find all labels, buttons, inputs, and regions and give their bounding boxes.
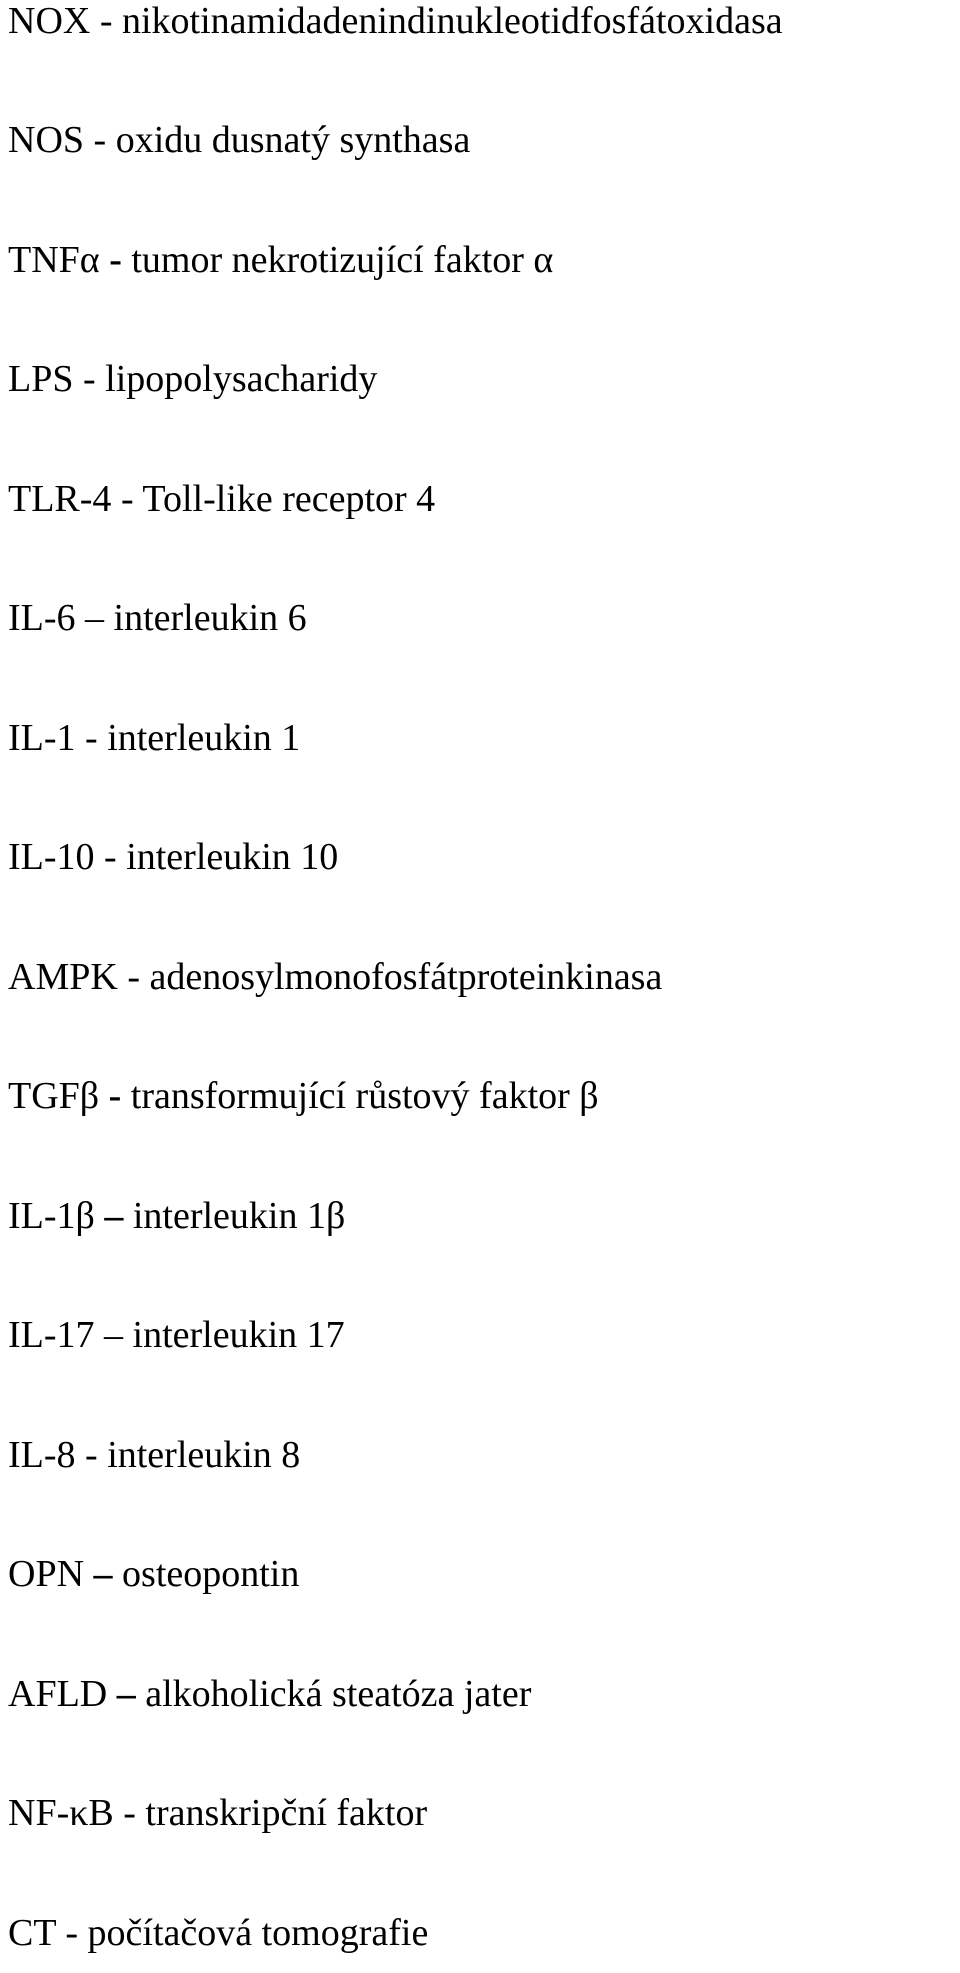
- abbreviation-entry: [8, 1664, 531, 1724]
- definition: interleukin 1β: [132, 1195, 346, 1237]
- abbreviation: IL-1β: [8, 1195, 95, 1237]
- abbreviation: AFLD: [8, 1673, 108, 1715]
- separator: -: [117, 956, 150, 998]
- separator: -: [75, 717, 108, 759]
- abbreviation-entry: [8, 1544, 299, 1604]
- definition: interleukin 8: [107, 1434, 301, 1476]
- abbreviation-entry: [8, 1903, 428, 1963]
- definition: adenosylmonofosfátproteinkinasa: [149, 956, 663, 998]
- abbreviation-entry: [8, 947, 662, 1007]
- abbreviation-entry: [8, 230, 553, 290]
- separator: -: [94, 836, 127, 878]
- abbreviation-entry: [8, 1783, 427, 1843]
- abbreviation: TNFα: [8, 239, 100, 281]
- abbreviation-entry: [8, 1425, 300, 1485]
- abbreviation: LPS: [8, 358, 74, 400]
- abbreviation-entry: [8, 1186, 345, 1246]
- abbreviation-entry: [8, 349, 377, 409]
- abbreviation: IL-6: [8, 597, 76, 639]
- abbreviation: NF-κB: [8, 1792, 114, 1834]
- definition: interleukin 6: [113, 597, 307, 639]
- abbreviation-entry: [8, 827, 338, 887]
- abbreviation-entry: [8, 1066, 599, 1126]
- separator: –: [94, 1314, 133, 1356]
- separator: -: [75, 1434, 108, 1476]
- definition: transkripční faktor: [145, 1792, 428, 1834]
- abbreviation: TLR-4: [8, 478, 112, 520]
- abbreviation-entry: [8, 469, 435, 529]
- abbreviation-entry: [8, 1305, 345, 1365]
- abbreviation: OPN: [8, 1553, 85, 1595]
- definition: interleukin 17: [132, 1314, 345, 1356]
- abbreviation: NOS: [8, 119, 85, 161]
- definition: interleukin 1: [107, 717, 301, 759]
- separator: -: [55, 1912, 88, 1954]
- separator: -: [99, 239, 132, 281]
- abbreviation-entry: [8, 110, 470, 170]
- abbreviation: CT: [8, 1912, 56, 1954]
- separator: -: [111, 478, 143, 520]
- definition: transformující růstový faktor β: [130, 1075, 599, 1117]
- abbreviation: IL-1: [8, 717, 76, 759]
- separator: –: [94, 1195, 133, 1237]
- separator: –: [84, 1553, 123, 1595]
- definition: oxidu dusnatý synthasa: [115, 119, 471, 161]
- abbreviation-entry: [8, 708, 300, 768]
- definition: alkoholická steatóza jater: [145, 1673, 532, 1715]
- separator: -: [84, 119, 116, 161]
- abbreviation: TGFβ: [8, 1075, 100, 1117]
- definition: osteopontin: [122, 1553, 300, 1595]
- definition: Toll-like receptor 4: [142, 478, 436, 520]
- abbreviation: IL-10: [8, 836, 95, 878]
- abbreviation: IL-8: [8, 1434, 76, 1476]
- abbreviation-entry: [8, 588, 307, 648]
- separator: -: [113, 1792, 146, 1834]
- definition: interleukin 10: [126, 836, 339, 878]
- separator: –: [107, 1673, 146, 1715]
- separator: –: [75, 597, 114, 639]
- definition: počítačová tomografie: [87, 1912, 429, 1954]
- definition: lipopolysacharidy: [105, 358, 378, 400]
- definition: nikotinamidadenindinukleotidfosfátoxidasa: [121, 0, 783, 42]
- abbreviation-entry: [8, 0, 783, 51]
- separator: -: [99, 1075, 131, 1117]
- definition: tumor nekrotizující faktor α: [131, 239, 554, 281]
- abbreviation: NOX: [8, 0, 91, 42]
- abbreviation: IL-17: [8, 1314, 95, 1356]
- abbreviation: AMPK: [8, 956, 118, 998]
- separator: -: [90, 0, 122, 42]
- separator: -: [73, 358, 106, 400]
